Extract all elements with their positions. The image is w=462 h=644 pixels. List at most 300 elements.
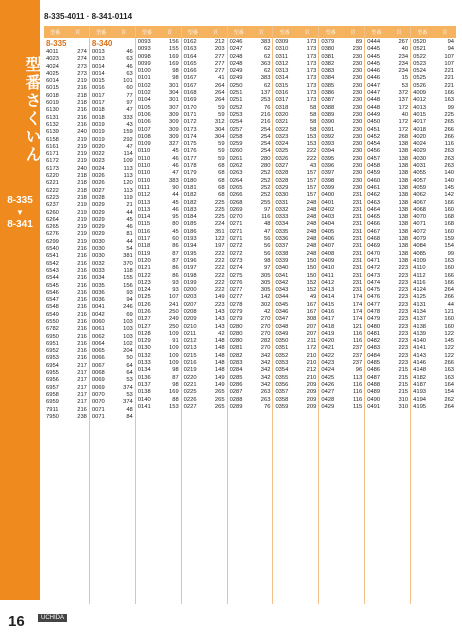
page-ref: 222 [306, 148, 317, 155]
index-row [230, 316, 271, 323]
index-row [184, 156, 225, 163]
index-row [184, 54, 225, 61]
page-ref: 94 [447, 39, 455, 45]
index-row [184, 251, 225, 258]
page-ref: 231 [352, 228, 363, 235]
page-ref: 59 [218, 148, 225, 155]
model-number: 0067 [91, 362, 105, 369]
index-row [413, 309, 454, 316]
model-number: 6952 [46, 348, 59, 355]
model-number: 0460 [367, 177, 381, 184]
page-ref: 231 [352, 214, 363, 221]
model-number: 0405 [321, 228, 335, 235]
index-row [275, 75, 316, 82]
model-number: 0473 [367, 272, 381, 279]
page-ref: 118 [123, 267, 133, 274]
model-number: 6220 [46, 173, 59, 180]
model-number: 0264 [229, 177, 243, 184]
page-ref: 280 [260, 163, 271, 170]
page-header [44, 12, 132, 21]
index-row [275, 207, 316, 214]
index-row [413, 389, 454, 396]
page-ref: 62 [264, 46, 271, 53]
column-header-model: 型番 [325, 29, 336, 36]
model-number: 4067 [413, 199, 427, 206]
index-row [92, 107, 133, 114]
index-row [46, 188, 87, 195]
index-row [184, 338, 225, 345]
index-row [184, 68, 225, 75]
index-row [413, 229, 454, 236]
page-ref: 168 [444, 221, 455, 228]
index-row [367, 309, 408, 316]
model-number: 0015 [91, 78, 105, 85]
index-row [230, 221, 271, 228]
model-number: 0203 [183, 294, 197, 301]
page-ref: 197 [214, 243, 225, 250]
model-number: 6223 [46, 194, 59, 201]
index-row [184, 243, 225, 250]
model-number: 0315 [275, 82, 289, 89]
page-ref: 121 [352, 323, 363, 330]
model-number: 0137 [137, 381, 151, 388]
index-row [92, 217, 133, 224]
page-ref: 270 [260, 316, 271, 323]
model-number: 0279 [229, 316, 243, 323]
index-row [92, 363, 133, 370]
model-number: 0279 [229, 308, 243, 315]
index-row [367, 367, 408, 374]
index-row [46, 49, 87, 56]
model-number: 0280 [229, 338, 243, 345]
model-number: 0029 [91, 231, 105, 238]
index-row [230, 105, 271, 112]
page-ref: 216 [77, 311, 87, 318]
index-row [230, 61, 271, 68]
page-ref: 231 [352, 221, 363, 228]
page-ref: 53 [126, 391, 133, 398]
model-number: 4015 [413, 111, 427, 118]
index-row [92, 188, 133, 195]
column-header-page: 頁 [75, 29, 81, 36]
page-ref: 225 [214, 214, 225, 221]
model-number: 4012 [413, 97, 427, 104]
page-ref: 216 [77, 267, 87, 274]
model-number: 6019 [46, 100, 59, 107]
page-ref: 44 [447, 301, 455, 308]
page-ref: 231 [352, 272, 363, 279]
model-number: 0328 [275, 177, 289, 184]
page-ref: 138 [398, 206, 409, 213]
page-ref: 237 [352, 352, 363, 359]
index-row [275, 280, 316, 287]
page-ref: 80 [172, 221, 179, 228]
page-ref: 254 [260, 126, 271, 133]
index-row [46, 304, 87, 311]
page-ref: 219 [77, 202, 87, 209]
page-ref: 46 [126, 49, 133, 55]
index-row [321, 404, 362, 411]
page-ref: 219 [77, 209, 87, 216]
model-number: 0451 [367, 126, 381, 133]
page-ref: 223 [398, 272, 409, 279]
index-row [92, 341, 133, 348]
model-number: 0062 [91, 333, 105, 340]
page-ref: 113 [352, 374, 363, 381]
page-ref: 217 [77, 362, 87, 369]
page-ref: 152 [306, 287, 317, 294]
model-number: 0023 [91, 158, 105, 165]
page-ref: 169 [169, 53, 179, 60]
index-row [275, 192, 316, 199]
model-number: 0326 [275, 155, 289, 162]
index-row [46, 107, 87, 114]
index-row [138, 207, 179, 214]
index-row [230, 75, 271, 82]
page-ref: 159 [123, 129, 133, 136]
model-number: 0446 [367, 68, 381, 75]
page-ref: 173 [306, 75, 317, 82]
index-row [321, 148, 362, 155]
model-number: 0482 [367, 338, 381, 345]
page-ref: 248 [306, 214, 317, 221]
model-number: 0071 [91, 406, 105, 413]
page-ref: 268 [398, 133, 409, 140]
page-ref: 230 [352, 133, 363, 140]
model-number: 4085 [413, 250, 427, 257]
model-number: 0447 [367, 82, 381, 89]
model-number: 0060 [91, 318, 105, 325]
page-ref: 221 [444, 68, 455, 75]
model-number: 0284 [229, 367, 243, 374]
page-ref: 222 [214, 279, 225, 286]
page-ref: 265 [214, 396, 225, 403]
index-row [413, 46, 454, 53]
page-ref: 62 [264, 68, 271, 75]
column-header [411, 26, 456, 38]
index-row [230, 404, 271, 411]
page-ref: 46 [126, 224, 133, 231]
index-row [46, 297, 87, 304]
model-number: 0126 [137, 301, 151, 308]
model-number: 0328 [275, 170, 289, 177]
model-number: 0018 [91, 114, 105, 121]
page-ref: 54 [126, 246, 133, 253]
page-ref: 216 [77, 289, 87, 296]
page-ref: 231 [352, 236, 363, 243]
page-ref: 223 [398, 265, 409, 272]
index-row [138, 61, 179, 68]
page-ref: 302 [260, 301, 271, 308]
page-ref: 219 [77, 216, 87, 223]
index-row [184, 236, 225, 243]
page-ref: 98 [172, 367, 179, 374]
index-row [230, 273, 271, 280]
index-row [184, 353, 225, 360]
index-row [92, 385, 133, 392]
model-number: 4140 [413, 338, 427, 345]
model-number: 0165 [183, 60, 197, 67]
index-row [46, 158, 87, 165]
page-ref: 230 [352, 111, 363, 118]
index-row [92, 399, 133, 406]
model-number: 0344 [275, 294, 289, 301]
index-row [367, 280, 408, 287]
model-number: 0102 [137, 82, 151, 89]
model-number: 0271 [229, 236, 243, 243]
page-ref: 309 [169, 119, 179, 126]
model-number: 0163 [183, 46, 197, 53]
model-number: 6222 [46, 187, 59, 194]
model-number: 6131 [46, 114, 59, 121]
model-number: 0136 [137, 374, 151, 381]
page-ref: 145 [444, 184, 455, 191]
page-ref: 230 [352, 170, 363, 177]
index-row [275, 265, 316, 272]
model-number: 0013 [91, 56, 105, 63]
model-number: 0251 [229, 90, 243, 97]
index-row [138, 170, 179, 177]
model-number: 0454 [367, 141, 381, 148]
page-ref: 230 [352, 104, 363, 111]
column-header [182, 26, 227, 38]
index-row [321, 83, 362, 90]
page-ref: 381 [123, 253, 133, 260]
model-number: 0355 [275, 374, 289, 381]
page-ref: 148 [214, 360, 225, 367]
page-ref: 148 [214, 338, 225, 345]
group-heading: 8-340 [91, 39, 113, 48]
index-row [367, 178, 408, 185]
model-number: 4131 [413, 301, 427, 308]
index-row [275, 389, 316, 396]
page-ref: 62 [264, 82, 271, 89]
index-row [275, 367, 316, 374]
page-ref: 163 [444, 374, 455, 381]
index-row [367, 105, 408, 112]
index-row [46, 115, 87, 122]
page-ref: 138 [398, 192, 409, 199]
index-row [367, 61, 408, 68]
index-row [413, 258, 454, 265]
model-number: 0036 [91, 289, 105, 296]
model-number: 0125 [137, 294, 151, 301]
index-row [321, 141, 362, 148]
index-row [413, 200, 454, 207]
page-ref: 173 [306, 82, 317, 89]
index-row [413, 221, 454, 228]
index-row [230, 39, 271, 46]
index-row [275, 345, 316, 352]
model-number: 0027 [91, 187, 105, 194]
index-row [275, 170, 316, 177]
model-number: 0169 [183, 97, 197, 104]
index-row [321, 258, 362, 265]
model-number: 0470 [367, 250, 381, 257]
index-row [367, 338, 408, 345]
page-ref: 157 [306, 192, 317, 199]
page-ref: 223 [398, 352, 409, 359]
index-row [92, 78, 133, 85]
index-row [184, 83, 225, 90]
range-arrow-icon: ▼ [16, 208, 24, 217]
page-ref: 99 [447, 104, 455, 111]
page-ref: 207 [306, 323, 317, 330]
model-number: 0352 [275, 352, 289, 359]
model-number: 0198 [183, 272, 197, 279]
model-number: 0467 [367, 228, 381, 235]
page-ref: 137 [260, 90, 271, 97]
model-number: 0475 [367, 287, 381, 294]
page-ref: 91 [172, 338, 179, 345]
index-row [184, 119, 225, 126]
index-row [184, 163, 225, 170]
index-row [367, 214, 408, 221]
index-row [367, 229, 408, 236]
page-ref: 88 [172, 396, 179, 403]
page-ref: 138 [398, 228, 409, 235]
page-ref: 59 [218, 104, 225, 111]
page-ref: 219 [77, 78, 87, 85]
index-row [92, 283, 133, 290]
model-number: 0127 [137, 323, 151, 330]
page-ref: 107 [444, 60, 455, 67]
model-number: 7950 [46, 413, 59, 420]
page-ref: 148 [214, 367, 225, 374]
model-number: 4139 [413, 330, 427, 337]
model-number: 0123 [137, 279, 151, 286]
column-header-page: 頁 [212, 29, 218, 36]
model-number: 0403 [321, 214, 335, 221]
index-row [184, 287, 225, 294]
index-row [46, 239, 87, 246]
page-ref: 216 [260, 111, 271, 118]
model-number: 0167 [183, 75, 197, 82]
model-number: 0523 [413, 60, 427, 67]
index-row [275, 273, 316, 280]
page-ref: 97 [264, 206, 271, 213]
model-number: 0417 [321, 316, 335, 323]
index-row [230, 258, 271, 265]
page-ref: 223 [398, 287, 409, 294]
index-row [321, 112, 362, 119]
index-row [138, 382, 179, 389]
index-row [275, 324, 316, 331]
index-row [367, 163, 408, 170]
index-row [230, 127, 271, 134]
page-ref: 304 [169, 90, 179, 97]
model-number: 6540 [46, 246, 59, 253]
model-number: 4009 [413, 90, 427, 97]
page-ref: 155 [169, 46, 179, 53]
model-number: 0335 [275, 228, 289, 235]
page-ref: 230 [352, 46, 363, 53]
page-ref: 216 [260, 119, 271, 126]
page-ref: 81 [126, 231, 133, 238]
index-row [230, 119, 271, 126]
index-row [413, 338, 454, 345]
page-ref: 252 [260, 192, 271, 199]
model-number: 0388 [321, 104, 335, 111]
index-row [46, 377, 87, 384]
index-row [230, 214, 271, 221]
model-number: 0110 [137, 170, 151, 177]
page-ref: 231 [352, 243, 363, 250]
model-number: 0069 [91, 384, 105, 391]
model-number: 0471 [367, 257, 381, 264]
page-ref: 307 [169, 104, 179, 111]
index-row [46, 268, 87, 275]
index-row [413, 134, 454, 141]
model-number: 4112 [413, 272, 426, 279]
column-header [365, 26, 410, 38]
page-ref: 149 [214, 294, 225, 301]
page-ref: 234 [398, 68, 409, 75]
page-ref: 47 [126, 143, 133, 150]
index-row [184, 258, 225, 265]
index-row [184, 90, 225, 97]
page-ref: 210 [306, 360, 317, 367]
index-row [413, 243, 454, 250]
index-row [230, 192, 271, 199]
page-ref: 219 [77, 158, 87, 165]
index-row [413, 141, 454, 148]
model-number: 6299 [46, 238, 59, 245]
model-number: 0282 [229, 352, 243, 359]
page-ref: 223 [398, 360, 409, 367]
model-number: 6541 [46, 253, 59, 260]
index-row [230, 367, 271, 374]
model-number: 0477 [367, 301, 381, 308]
model-number: 0185 [183, 221, 197, 228]
model-number: 0017 [91, 100, 105, 107]
index-row [230, 353, 271, 360]
index-row [367, 382, 408, 389]
index-row [92, 414, 133, 421]
index-row [367, 360, 408, 367]
index-row [230, 236, 271, 243]
page-ref: 98 [264, 257, 271, 264]
page-ref: 150 [306, 272, 317, 279]
index-row [184, 127, 225, 134]
index-row [321, 134, 362, 141]
index-row [184, 273, 225, 280]
model-number: 0334 [275, 221, 289, 228]
model-number: 0310 [275, 46, 289, 53]
index-row [92, 202, 133, 209]
model-number: 0180 [183, 177, 197, 184]
index-row [275, 112, 316, 119]
model-number: 4134 [413, 308, 427, 315]
index-row [275, 127, 316, 134]
model-number: 0176 [183, 148, 197, 155]
page-ref: 84 [126, 413, 133, 420]
page-ref: 122 [214, 236, 225, 243]
model-number: 0271 [229, 228, 243, 235]
index-row [275, 294, 316, 301]
model-number: 0029 [91, 202, 105, 209]
index-row [138, 338, 179, 345]
index-row [321, 192, 362, 199]
index-row [413, 302, 454, 309]
page-ref: 231 [352, 279, 363, 286]
page-ref: 230 [352, 75, 363, 82]
index-row [321, 90, 362, 97]
page-ref: 167 [306, 301, 317, 308]
model-number: 0281 [229, 345, 243, 352]
model-number: 0410 [321, 265, 335, 272]
page-ref: 164 [444, 381, 455, 388]
